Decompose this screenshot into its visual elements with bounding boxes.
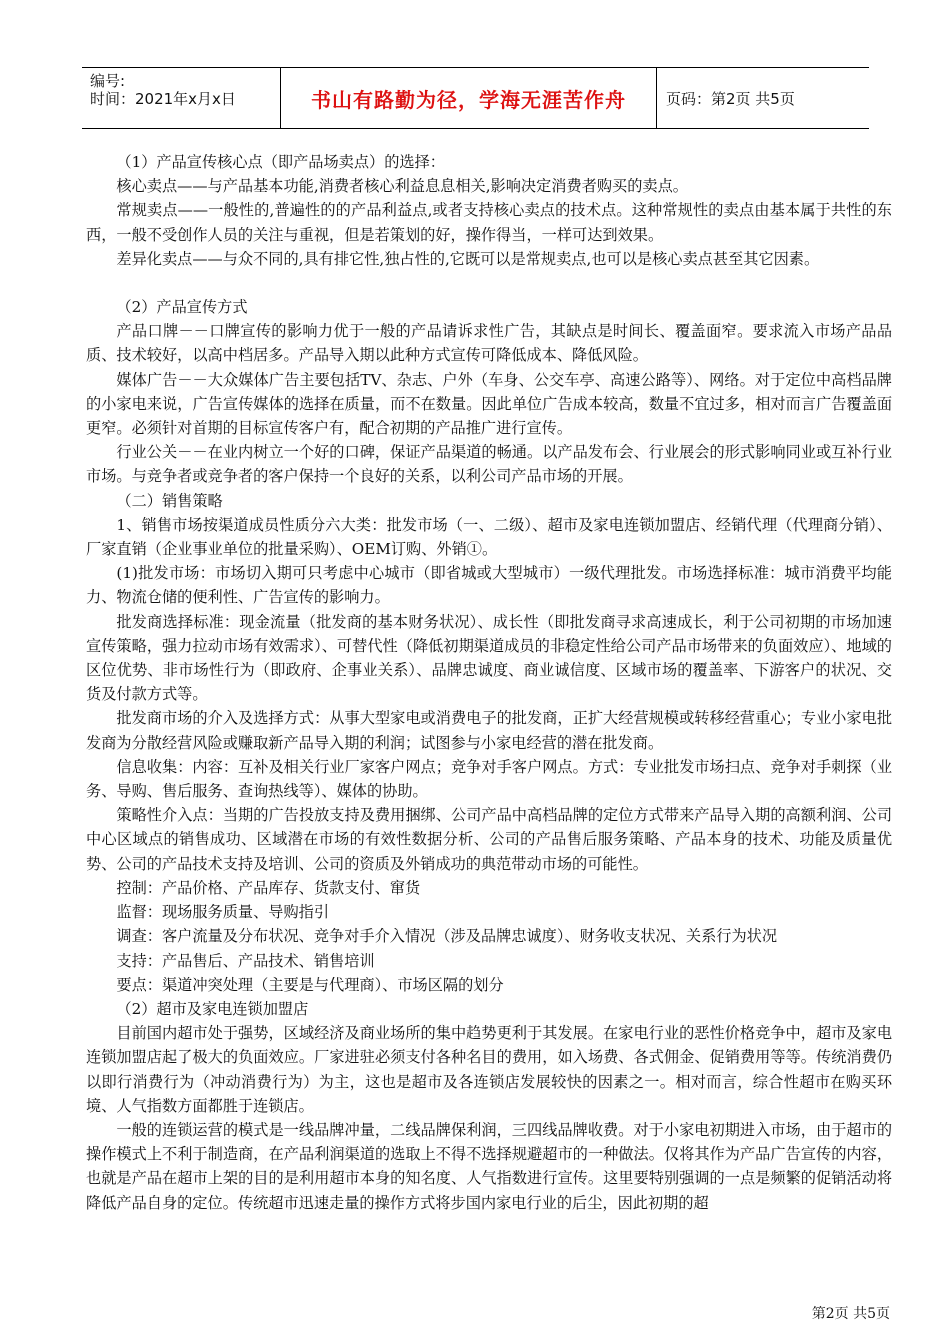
paragraph: 支持：产品售后、产品技术、销售培训	[116, 951, 375, 970]
paragraph: 策略性介入点：当期的广告投放支持及费用捆绑、公司产品中高档品牌的定位方式带来产品导入期的高额利润、公司中心区域点的销售成功、区域潜在市场的有效性数据分析、公司的产品售后服务策略、产品本身的技术、功能及质量优势、公司的产品技术支持及培训、公司的资质及外销成功的典范带动市场的可能性。	[86, 806, 892, 873]
paragraph: 产品口牌－－口牌宣传的影响力优于一般的产品请诉求性广告，其缺点是时间长、覆盖面窄。要求流入市场产品品质、技术较好，以高中档居多。产品导入期以此种方式宣传可降低成本、降低风险。	[86, 322, 892, 365]
paragraph: 控制：产品价格、产品库存、货款支付、窜货	[116, 878, 421, 897]
date-label: 时间：2021年x月x日	[90, 90, 236, 108]
header-motto: 书山有路勤为径，学海无涯苦作舟	[280, 68, 657, 128]
paragraph: 核心卖点——与产品基本功能,消费者核心利益息息相关,影响决定消费者购买的卖点。	[116, 177, 688, 196]
document-body	[86, 150, 892, 1215]
document-header	[82, 67, 869, 129]
code-label: 编号:	[90, 72, 126, 90]
paragraph: 监督：现场服务质量、导购指引	[116, 903, 330, 922]
section-heading: （2）超市及家电连锁加盟店	[116, 999, 309, 1018]
paragraph: 目前国内超市处于强势，区域经济及商业场所的集中趋势更利于其发展。在家电行业的恶性价格竞争中，超市及家电连锁加盟店起了极大的负面效应。厂家进驻必须支付各种名目的费用，如入场费、各式佣金、促销费用等等。传统消费仍以即行消费行为（冲动消费行为）为主，这也是超市及各连锁店发展较快的因素之一。相对而言，综合性超市在购买环境、人气指数方面都胜于连锁店。	[86, 1024, 892, 1115]
paragraph: 一般的连锁运营的模式是一线品牌冲量，二线品牌保利润，三四线品牌收费。对于小家电初期进入市场，由于超市的操作模式上不利于制造商，在产品利润渠道的选取上不得不选择规避超市的一种做法。仅将其作为产品广告宣传的内容，也就是产品在超市上架的目的是利用超市本身的知名度、人气指数进行宣传。这里要特别强调的一点是频繁的促销活动将降低产品自身的定位。传统超市迅速走量的操作方式将步国内家电行业的后尘，因此初期的超	[86, 1120, 892, 1212]
paragraph: 行业公关－－在业内树立一个好的口碑，保证产品渠道的畅通。以产品发布会、行业展会的形式影响同业或互补行业市场。与竞争者或竞争者的客户保持一个良好的关系，以利公司产品市场的开展。	[86, 443, 892, 486]
section-heading: （2）产品宣传方式	[116, 298, 248, 317]
paragraph: 媒体广告－－大众媒体广告主要包括TV、杂志、户外（车身、公交车亭、高速公路等）、网络。对于定位中高档品牌的小家电来说，广告宣传媒体的选择在质量，而不在数量。因此单位广告成本较高，数量不宜过多，相对而言广告覆盖面更窄。必须针对首期的目标宣传客户有，配合初期的产品推广进行宣传。	[86, 370, 892, 438]
section-heading: （二）销售策略	[116, 491, 223, 510]
paragraph: (1)批发市场：市场切入期可只考虑中心城市（即省城或大型城市）一级代理批发。市场选择标准：城市消费平均能力、物流仓储的便利性、广告宣传的影响力。	[86, 564, 892, 607]
paragraph: （1）产品宣传核心点（即产品场卖点）的选择：	[116, 153, 445, 171]
paragraph: 信息收集：内容：互补及相关行业厂家客户网点；竞争对手客户网点。方式：专业批发市场扫点、竞争对手刺探（业务、导购、售后服务、查询热线等）、媒体的协助。	[86, 757, 892, 801]
footer-page-label: 第2页 共5页	[811, 1306, 890, 1322]
paragraph: 要点：渠道冲突处理（主要是与代理商）、市场区隔的划分	[116, 975, 504, 994]
paragraph: 调查：客户流量及分布状况、竞争对手介入情况（涉及品牌忠诚度）、财务收支状况、关系行为状况	[116, 927, 778, 946]
header-page-label: 页码：第2页 共5页	[666, 89, 795, 108]
paragraph: 1、销售市场按渠道成员性质分六大类：批发市场（一、二级）、超市及家电连锁加盟店、经销代理（代理商分销）、厂家直销（企业事业单位的批量采购）、OEM订购、外销①。	[86, 515, 892, 559]
paragraph: 差异化卖点——与众不同的,具有排它性,独占性的,它既可以是常规卖点,也可以是核心卖点甚至其它因素。	[116, 249, 820, 268]
paragraph: 批发商市场的介入及选择方式：从事大型家电或消费电子的批发商，正扩大经营规模或转移经营重心；专业小家电批发商为分散经营风险或赚取新产品导入期的利润；试图参与小家电经营的潜在批发商。	[86, 709, 892, 752]
paragraph: 批发商选择标准：现金流量（批发商的基本财务状况）、成长性（即批发商寻求高速成长，利于公司初期的市场加速宣传策略，强力拉动市场有效需求）、可替代性（降低初期渠道成员的非稳定性给公司产品市场带来的负面效应）、地域的区位优势、非市场性行为（即政府、企事业关系）、品牌忠诚度、商业诚信度、区域市场的覆盖率、下游客户的状况、交货及付款方式等。	[86, 612, 892, 704]
paragraph: 常规卖点——一般性的,普遍性的的产品利益点,或者支持核心卖点的技术点。这种常规性的卖点由基本属于共性的东西，一般不受创作人员的关注与重视，但是若策划的好，操作得当，一样可达到效果。	[86, 201, 892, 244]
header-meta	[82, 68, 278, 128]
